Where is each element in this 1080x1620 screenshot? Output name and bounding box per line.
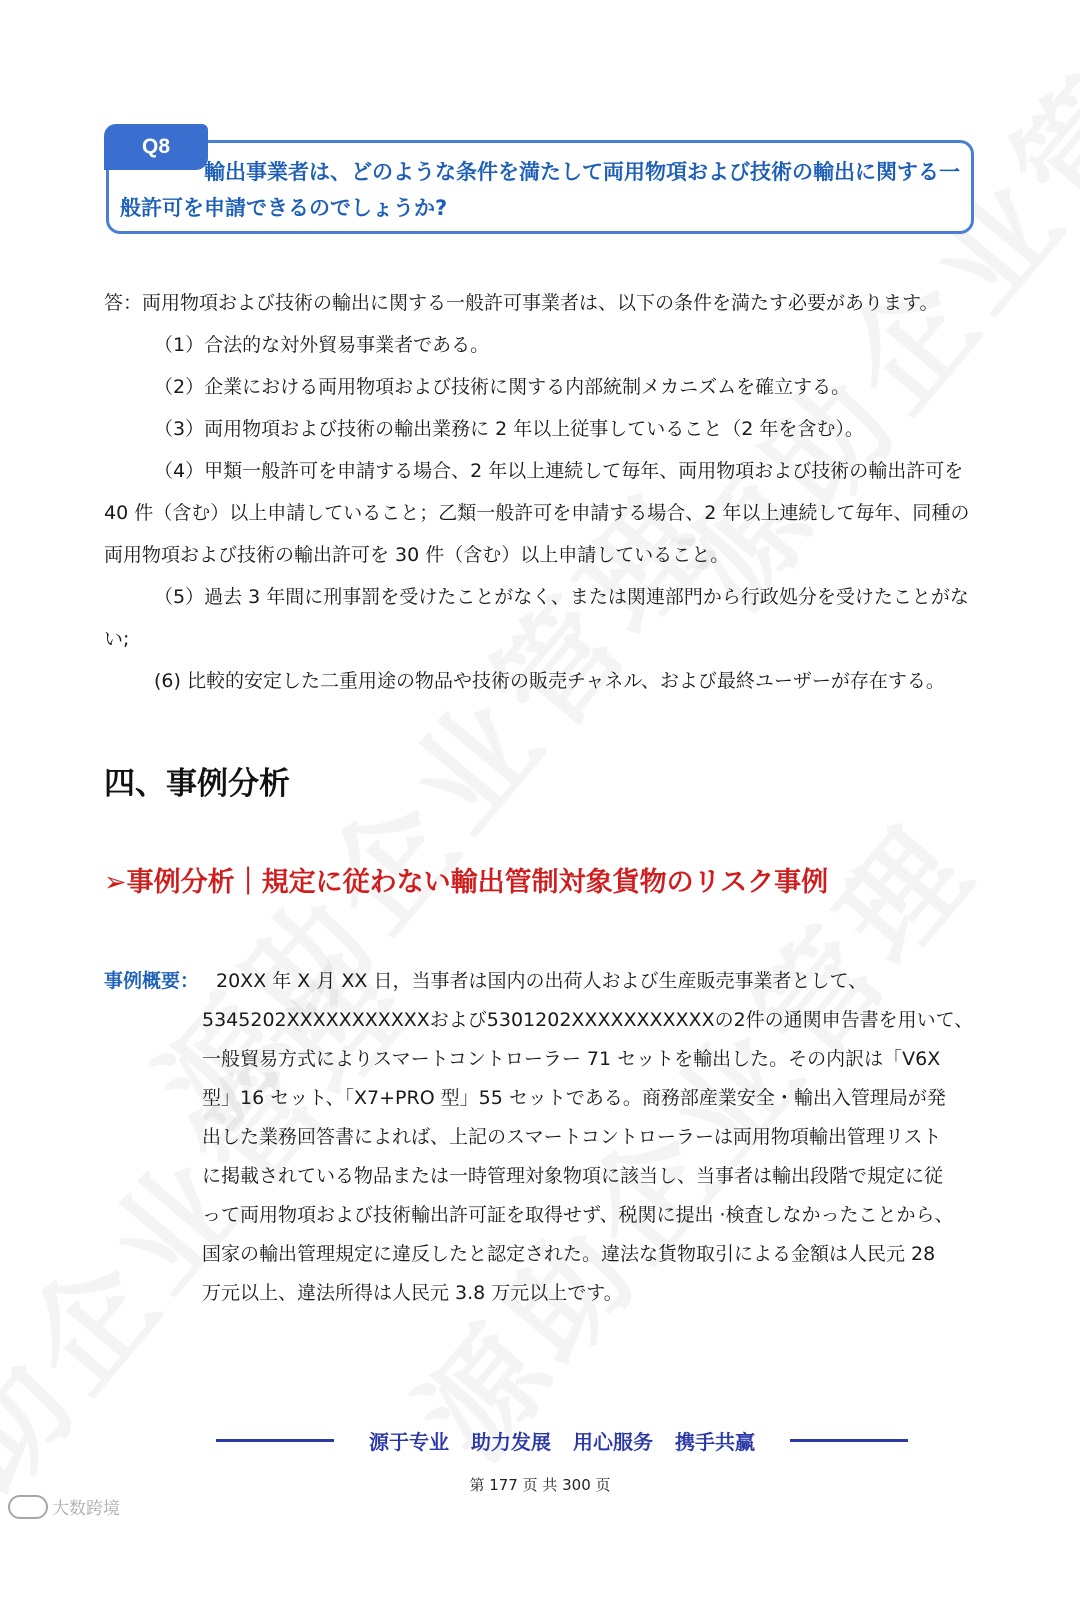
answer-item: （3）両用物項および技術の輸出業務に 2 年以上従事していること（2 年を含む）。 xyxy=(154,418,864,440)
case-body xyxy=(202,962,992,1313)
question-tag: Q8 xyxy=(104,124,208,170)
brand-logo-icon xyxy=(8,1495,48,1519)
answer-item: （5）過去 3 年間に刑事罰を受けたことがなく、または関連部門から行政処分を受けたことがない; xyxy=(104,586,969,650)
footer-slogan: 用心服务 xyxy=(573,1429,653,1454)
answer-item: （4）甲類一般許可を申請する場合、2 年以上連続して毎年、両用物項および技術の輸出許可を 40 件（含む）以上申請していること；乙類一般許可を申請する場合、2 年以上連続して毎年、同種の両用物項および技術の輸出許可を 30 件（含む）以上申請していること。 xyxy=(104,460,970,566)
case-line: 万元以上、違法所得は人民元 3.8 万元以上です。 xyxy=(202,1282,623,1304)
section-heading: 四、事例分析 xyxy=(104,766,290,802)
case-line: 型」16 セット、「X7+PRO 型」55 セットである。商務部産業安全・輸出入管理局が発 xyxy=(202,1087,946,1109)
brand-watermark xyxy=(8,1494,120,1519)
brand-name: 大数跨境 xyxy=(52,1499,120,1519)
question-text: 輸出事業者は、どのような条件を満たして両用物項および技術の輸出に関する一般許可を申請できるのでしょうか? xyxy=(120,160,960,220)
answer-item: (6) 比較的安定した二重用途の物品や技術の販売チャネル、および最終ユーザーが存在する。 xyxy=(154,670,945,692)
answer-block xyxy=(104,282,980,702)
case-line: 20XX 年 X 月 XX 日，当事者は国内の出荷人および生産販売事業者として、 xyxy=(216,970,868,992)
case-heading: ➢事例分析｜規定に従わない輸出管制対象貨物のリスク事例 xyxy=(104,867,829,898)
footer-slogan: 助力发展 xyxy=(471,1429,551,1454)
answer-intro: 答：両用物項および技術の輸出に関する一般許可事業者は、以下の条件を満たす必要があります。 xyxy=(104,292,939,314)
footer-slogans xyxy=(369,1426,755,1455)
case-line: 一般貿易方式によりスマートコントローラー 71 セットを輸出した。その内訳は「V6X xyxy=(202,1048,941,1070)
case-line: って両用物項および技術輸出許可証を取得せず、税関に提出 ·検査しなかったことから、 xyxy=(202,1204,954,1226)
case-line: 出した業務回答書によれば、上記のスマートコントローラーは両用物項輸出管理リスト xyxy=(202,1126,942,1148)
footer-divider xyxy=(216,1439,334,1442)
case-label: 事例概要： xyxy=(104,970,200,992)
footer-slogan-bar xyxy=(216,1424,908,1456)
footer-slogan: 携手共赢 xyxy=(675,1429,755,1454)
answer-item: （1）合法的な対外貿易事業者である。 xyxy=(154,334,490,356)
answer-item: （2）企業における両用物項および技術に関する内部統制メカニズムを確立する。 xyxy=(154,376,851,398)
footer-slogan: 源于专业 xyxy=(369,1429,449,1454)
case-line: に掲載されている物品または一時管理対象物項に該当し、当事者は輸出段階で規定に従 xyxy=(202,1165,944,1187)
page-number: 第 177 页 共 300 页 xyxy=(469,1476,611,1494)
case-line: 国家の輸出管理規定に違反したと認定された。違法な貨物取引による金額は人民元 28 xyxy=(202,1243,936,1265)
footer-divider xyxy=(790,1439,908,1442)
case-line: 5345202XXXXXXXXXXXおよび5301202XXXXXXXXXXXの2件の通関申告書を用いて、 xyxy=(202,1009,974,1031)
